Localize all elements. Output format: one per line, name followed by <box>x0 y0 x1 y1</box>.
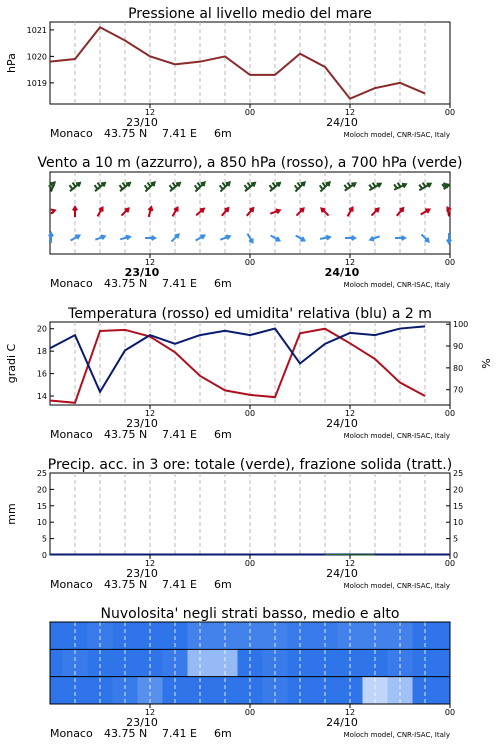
x-tick-label: 12 <box>344 258 356 267</box>
y-right-tick-label: 10 <box>453 518 464 528</box>
location-lat: 43.75 N <box>104 127 148 140</box>
x-tick-label: 12 <box>344 409 356 418</box>
model-credit: Moloch model, CNR-ISAC, Italy <box>343 582 450 590</box>
location-lat: 43.75 N <box>104 428 148 441</box>
location-lon: 7.41 E <box>162 727 197 740</box>
day-label: 23/10 <box>124 266 160 279</box>
location-lat: 43.75 N <box>104 277 148 290</box>
day-label: 24/10 <box>326 417 358 430</box>
location-name: Monaco <box>50 277 93 290</box>
location-elev: 6m <box>214 727 232 740</box>
location-elev: 6m <box>214 428 232 441</box>
cloud-cell <box>438 677 451 704</box>
x-tick-label: 00 <box>244 108 256 117</box>
x-tick-label: 12 <box>344 108 356 117</box>
x-tick-label: 12 <box>144 108 156 117</box>
day-label: 24/10 <box>324 266 360 279</box>
location-elev: 6m <box>214 578 232 591</box>
y-tick-label: 0 <box>41 551 47 560</box>
y-tick-label: 20 <box>36 485 47 495</box>
model-credit: Moloch model, CNR-ISAC, Italy <box>343 131 450 139</box>
y-tick-label: 1021 <box>26 25 47 35</box>
x-tick-label: 00 <box>244 258 256 267</box>
chart-title: Pressione al livello medio del mare <box>128 6 372 22</box>
y-axis-label: hPa <box>5 53 18 73</box>
model-credit: Moloch model, CNR-ISAC, Italy <box>343 281 450 289</box>
y-tick-label: 16 <box>36 369 47 379</box>
y-axis-label-right: % <box>480 358 493 369</box>
y-tick-label: 14 <box>36 392 47 402</box>
y-tick-label: 25 <box>36 469 47 478</box>
plot-frame <box>50 473 450 555</box>
y-tick-label: 1020 <box>26 52 47 62</box>
x-tick-label: 12 <box>144 258 156 267</box>
x-tick-label: 00 <box>444 258 456 267</box>
cloud-cell <box>438 622 451 649</box>
day-label: 23/10 <box>126 116 158 129</box>
day-label: 24/10 <box>326 716 358 729</box>
y-right-tick-label: 20 <box>453 485 464 495</box>
y-right-tick-label: 15 <box>453 501 464 511</box>
y-tick-label: 1019 <box>26 78 47 88</box>
cloud-cell <box>438 649 451 676</box>
y-right-tick-label: 100 <box>453 320 469 330</box>
y-right-tick-label: 80 <box>453 363 464 373</box>
y-right-tick-label: 90 <box>453 342 464 352</box>
cloud-cell <box>50 677 63 704</box>
y-right-tick-label: 5 <box>453 534 459 544</box>
model-credit: Moloch model, CNR-ISAC, Italy <box>343 731 450 739</box>
x-tick-label: 12 <box>144 559 156 568</box>
y-tick-label: 18 <box>36 347 47 357</box>
model-credit: Moloch model, CNR-ISAC, Italy <box>343 432 450 440</box>
x-tick-label: 12 <box>144 708 156 717</box>
y-right-tick-label: 0 <box>453 551 459 560</box>
location-lon: 7.41 E <box>162 277 197 290</box>
location-name: Monaco <box>50 727 93 740</box>
y-tick-label: 20 <box>36 324 47 334</box>
location-name: Monaco <box>50 127 93 140</box>
y-right-tick-label: 25 <box>453 469 464 478</box>
y-tick-label: 10 <box>36 518 47 528</box>
location-lon: 7.41 E <box>162 578 197 591</box>
day-label: 23/10 <box>126 417 158 430</box>
x-tick-label: 00 <box>444 409 456 418</box>
y-right-tick-label: 70 <box>453 385 464 395</box>
x-tick-label: 00 <box>244 409 256 418</box>
location-lon: 7.41 E <box>162 428 197 441</box>
y-axis-label: mm <box>5 503 18 525</box>
chart-title: Precip. acc. in 3 ore: totale (verde), frazione solida (tratt.) <box>47 457 453 473</box>
chart-title: Temperatura (rosso) ed umidita' relativa (blu) a 2 m <box>68 306 432 322</box>
chart-title: Nuvolosita' negli strati basso, medio e alto <box>100 606 400 622</box>
location-lat: 43.75 N <box>104 578 148 591</box>
location-elev: 6m <box>214 277 232 290</box>
y-tick-label: 15 <box>36 501 47 511</box>
day-label: 23/10 <box>126 716 158 729</box>
precip-bar <box>350 554 375 555</box>
plot-frame <box>50 22 450 104</box>
location-lat: 43.75 N <box>104 727 148 740</box>
cloud-cell <box>50 622 63 649</box>
x-tick-label: 00 <box>244 559 256 568</box>
location-name: Monaco <box>50 428 93 441</box>
y-tick-label: 5 <box>41 534 47 544</box>
x-tick-label: 12 <box>144 409 156 418</box>
x-tick-label: 00 <box>444 108 456 117</box>
cloud-cell <box>50 649 63 676</box>
x-tick-label: 00 <box>244 708 256 717</box>
chart-title: Vento a 10 m (azzurro), a 850 hPa (rosso), a 700 hPa (verde) <box>37 155 463 171</box>
x-tick-label: 00 <box>444 708 456 717</box>
location-elev: 6m <box>214 127 232 140</box>
location-lon: 7.41 E <box>162 127 197 140</box>
x-tick-label: 12 <box>344 559 356 568</box>
location-name: Monaco <box>50 578 93 591</box>
x-tick-label: 12 <box>344 708 356 717</box>
day-label: 24/10 <box>326 116 358 129</box>
y-axis-label: gradi C <box>5 343 18 384</box>
day-label: 24/10 <box>326 567 358 580</box>
precip-bar <box>325 554 350 555</box>
day-label: 23/10 <box>126 567 158 580</box>
x-tick-label: 00 <box>444 559 456 568</box>
